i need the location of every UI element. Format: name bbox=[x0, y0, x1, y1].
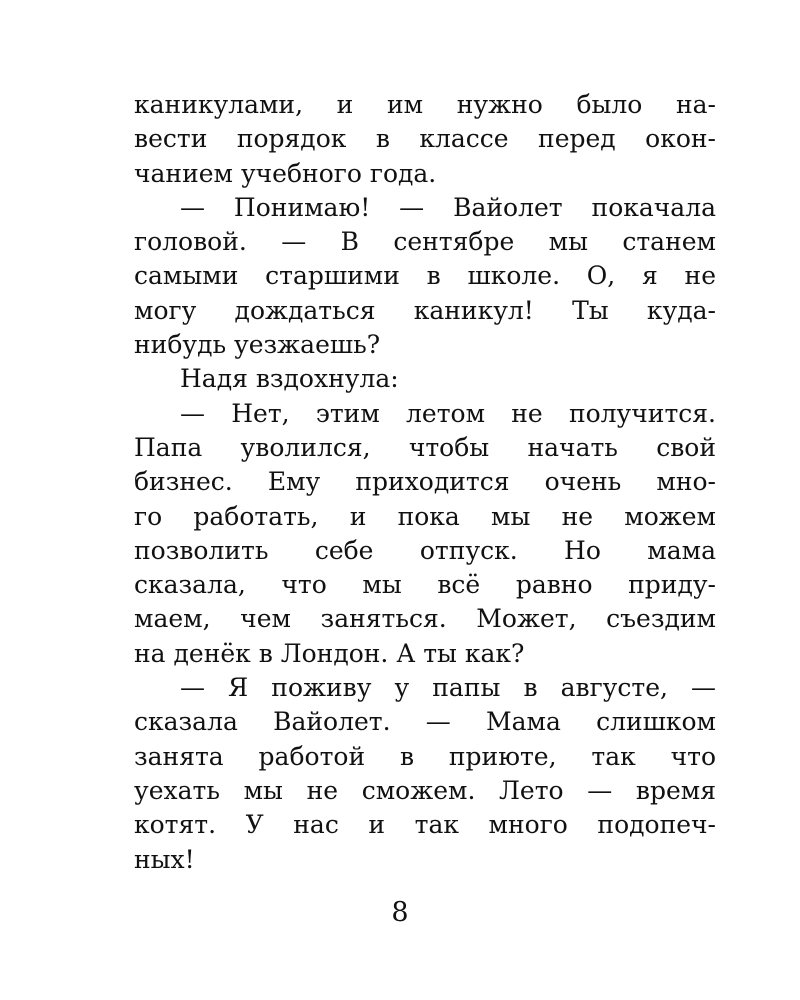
text-line: занята работой в приюте, так что bbox=[134, 741, 716, 771]
text-line: нибудь уезжаешь? bbox=[134, 330, 381, 360]
text-line: чанием учебного года. bbox=[134, 158, 437, 188]
text-line: головой. — В сентябре мы станем bbox=[134, 227, 716, 257]
text-line: — Я поживу у папы в августе, — bbox=[180, 673, 716, 703]
text-line: сказала Вайолет. — Мама слишком bbox=[134, 707, 716, 737]
text-line: — Понимаю! — Вайолет покачала bbox=[180, 192, 716, 222]
text-line: уехать мы не сможем. Лето — время bbox=[134, 775, 716, 805]
text-line: ных! bbox=[134, 844, 195, 874]
text-line: Надя вздохнула: bbox=[180, 364, 399, 394]
text-line: бизнес. Ему приходится очень мно- bbox=[134, 467, 716, 497]
text-line: вести порядок в классе перед окон- bbox=[134, 124, 716, 154]
body-text bbox=[134, 88, 716, 877]
text-line: маем, чем заняться. Может, съездим bbox=[134, 604, 716, 634]
text-line: самыми старшими в школе. О, я не bbox=[134, 261, 716, 291]
text-line: позволить себе отпуск. Но мама bbox=[134, 535, 716, 565]
page-number: 8 bbox=[391, 897, 409, 928]
text-line: котят. У нас и так много подопеч- bbox=[134, 810, 716, 840]
text-line: могу дождаться каникул! Ты куда- bbox=[134, 295, 716, 325]
text-line: на денёк в Лондон. А ты как? bbox=[134, 638, 525, 668]
text-line: — Нет, этим летом не получится. bbox=[180, 398, 716, 428]
text-line: Папа уволился, чтобы начать свой bbox=[134, 432, 716, 462]
text-line: сказала, что мы всё равно приду- bbox=[134, 570, 716, 600]
text-line: го работать, и пока мы не можем bbox=[134, 501, 716, 531]
text-line: каникулами, и им нужно было на- bbox=[134, 90, 716, 119]
